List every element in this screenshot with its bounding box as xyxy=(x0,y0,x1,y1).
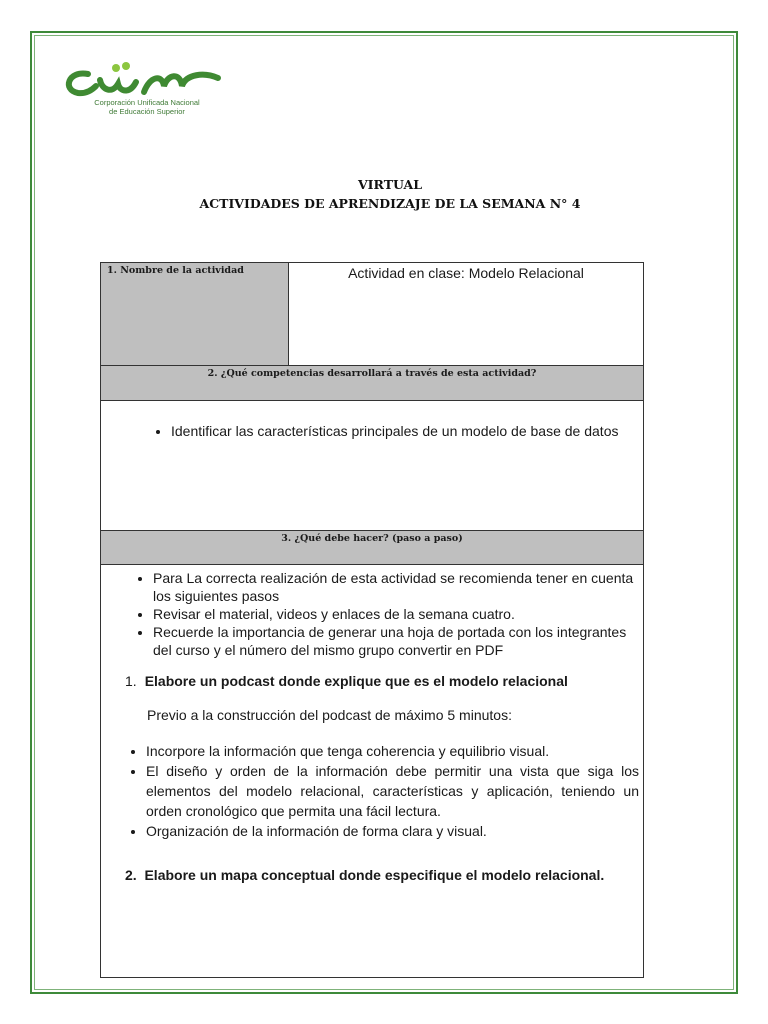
task-1-title: Elabore un podcast donde explique que es el modelo relacional xyxy=(144,673,568,689)
steps-intro-list xyxy=(101,569,639,659)
task-1-criteria-list xyxy=(101,741,639,841)
activity-name-row xyxy=(101,263,644,366)
criteria-bullet: • Organización de la información de forma clara y visual. xyxy=(146,821,639,841)
task-1-number: 1. xyxy=(125,673,137,689)
criteria-bullet: • El diseño y orden de la información debe permitir una vista que siga los elementos del modelo relacional, características y aplicación, teniendo un orden cronológico que permita una fácil lectura. xyxy=(146,761,639,821)
steps-header-row xyxy=(101,531,644,565)
competencies-cell xyxy=(101,401,644,531)
competencies-row xyxy=(101,401,644,531)
steps-header: 3. ¿Qué debe hacer? (paso a paso) xyxy=(101,531,644,565)
header-virtual: VIRTUAL xyxy=(357,177,423,192)
criteria-bullet: • Incorpore la información que tenga coherencia y equilibrio visual. xyxy=(146,741,639,761)
task-2 xyxy=(101,867,639,883)
task-2-number: 2. xyxy=(125,867,137,883)
steps-row xyxy=(101,565,644,978)
logo-org-line1: Corporación Unificada Nacional xyxy=(94,98,200,107)
task-1 xyxy=(101,671,639,691)
competencies-list xyxy=(171,422,643,440)
header-title: ACTIVIDADES DE APRENDIZAJE DE LA SEMANA N° 4 xyxy=(199,196,581,211)
logo-org-name xyxy=(62,98,232,116)
competencies-header-row xyxy=(101,366,644,401)
step-bullet: • Revisar el material, videos y enlaces de la semana cuatro. xyxy=(153,605,639,623)
activity-name-value: Actividad en clase: Modelo Relacional xyxy=(289,263,644,366)
steps-cell xyxy=(101,565,644,978)
logo-org-line2: de Educación Superior xyxy=(109,107,185,116)
competencies-header: 2. ¿Qué competencias desarrollará a través de esta actividad? xyxy=(101,366,644,401)
task-2-title: Elabore un mapa conceptual donde especifique el modelo relacional. xyxy=(144,867,605,883)
task-1-note: Previo a la construcción del podcast de máximo 5 minutos: xyxy=(147,707,512,723)
step-bullet: • Recuerde la importancia de generar una hoja de portada con los integrantes del curso y el número del mismo grupo convertir en PDF xyxy=(153,623,639,659)
activity-table xyxy=(100,262,644,978)
activity-name-label: 1. Nombre de la actividad xyxy=(101,263,289,366)
step-bullet: • Para La correcta realización de esta actividad se recomienda tener en cuenta los siguientes pasos xyxy=(153,569,639,605)
competency-item: • Identificar las características principales de un modelo de base de datos xyxy=(171,422,643,440)
